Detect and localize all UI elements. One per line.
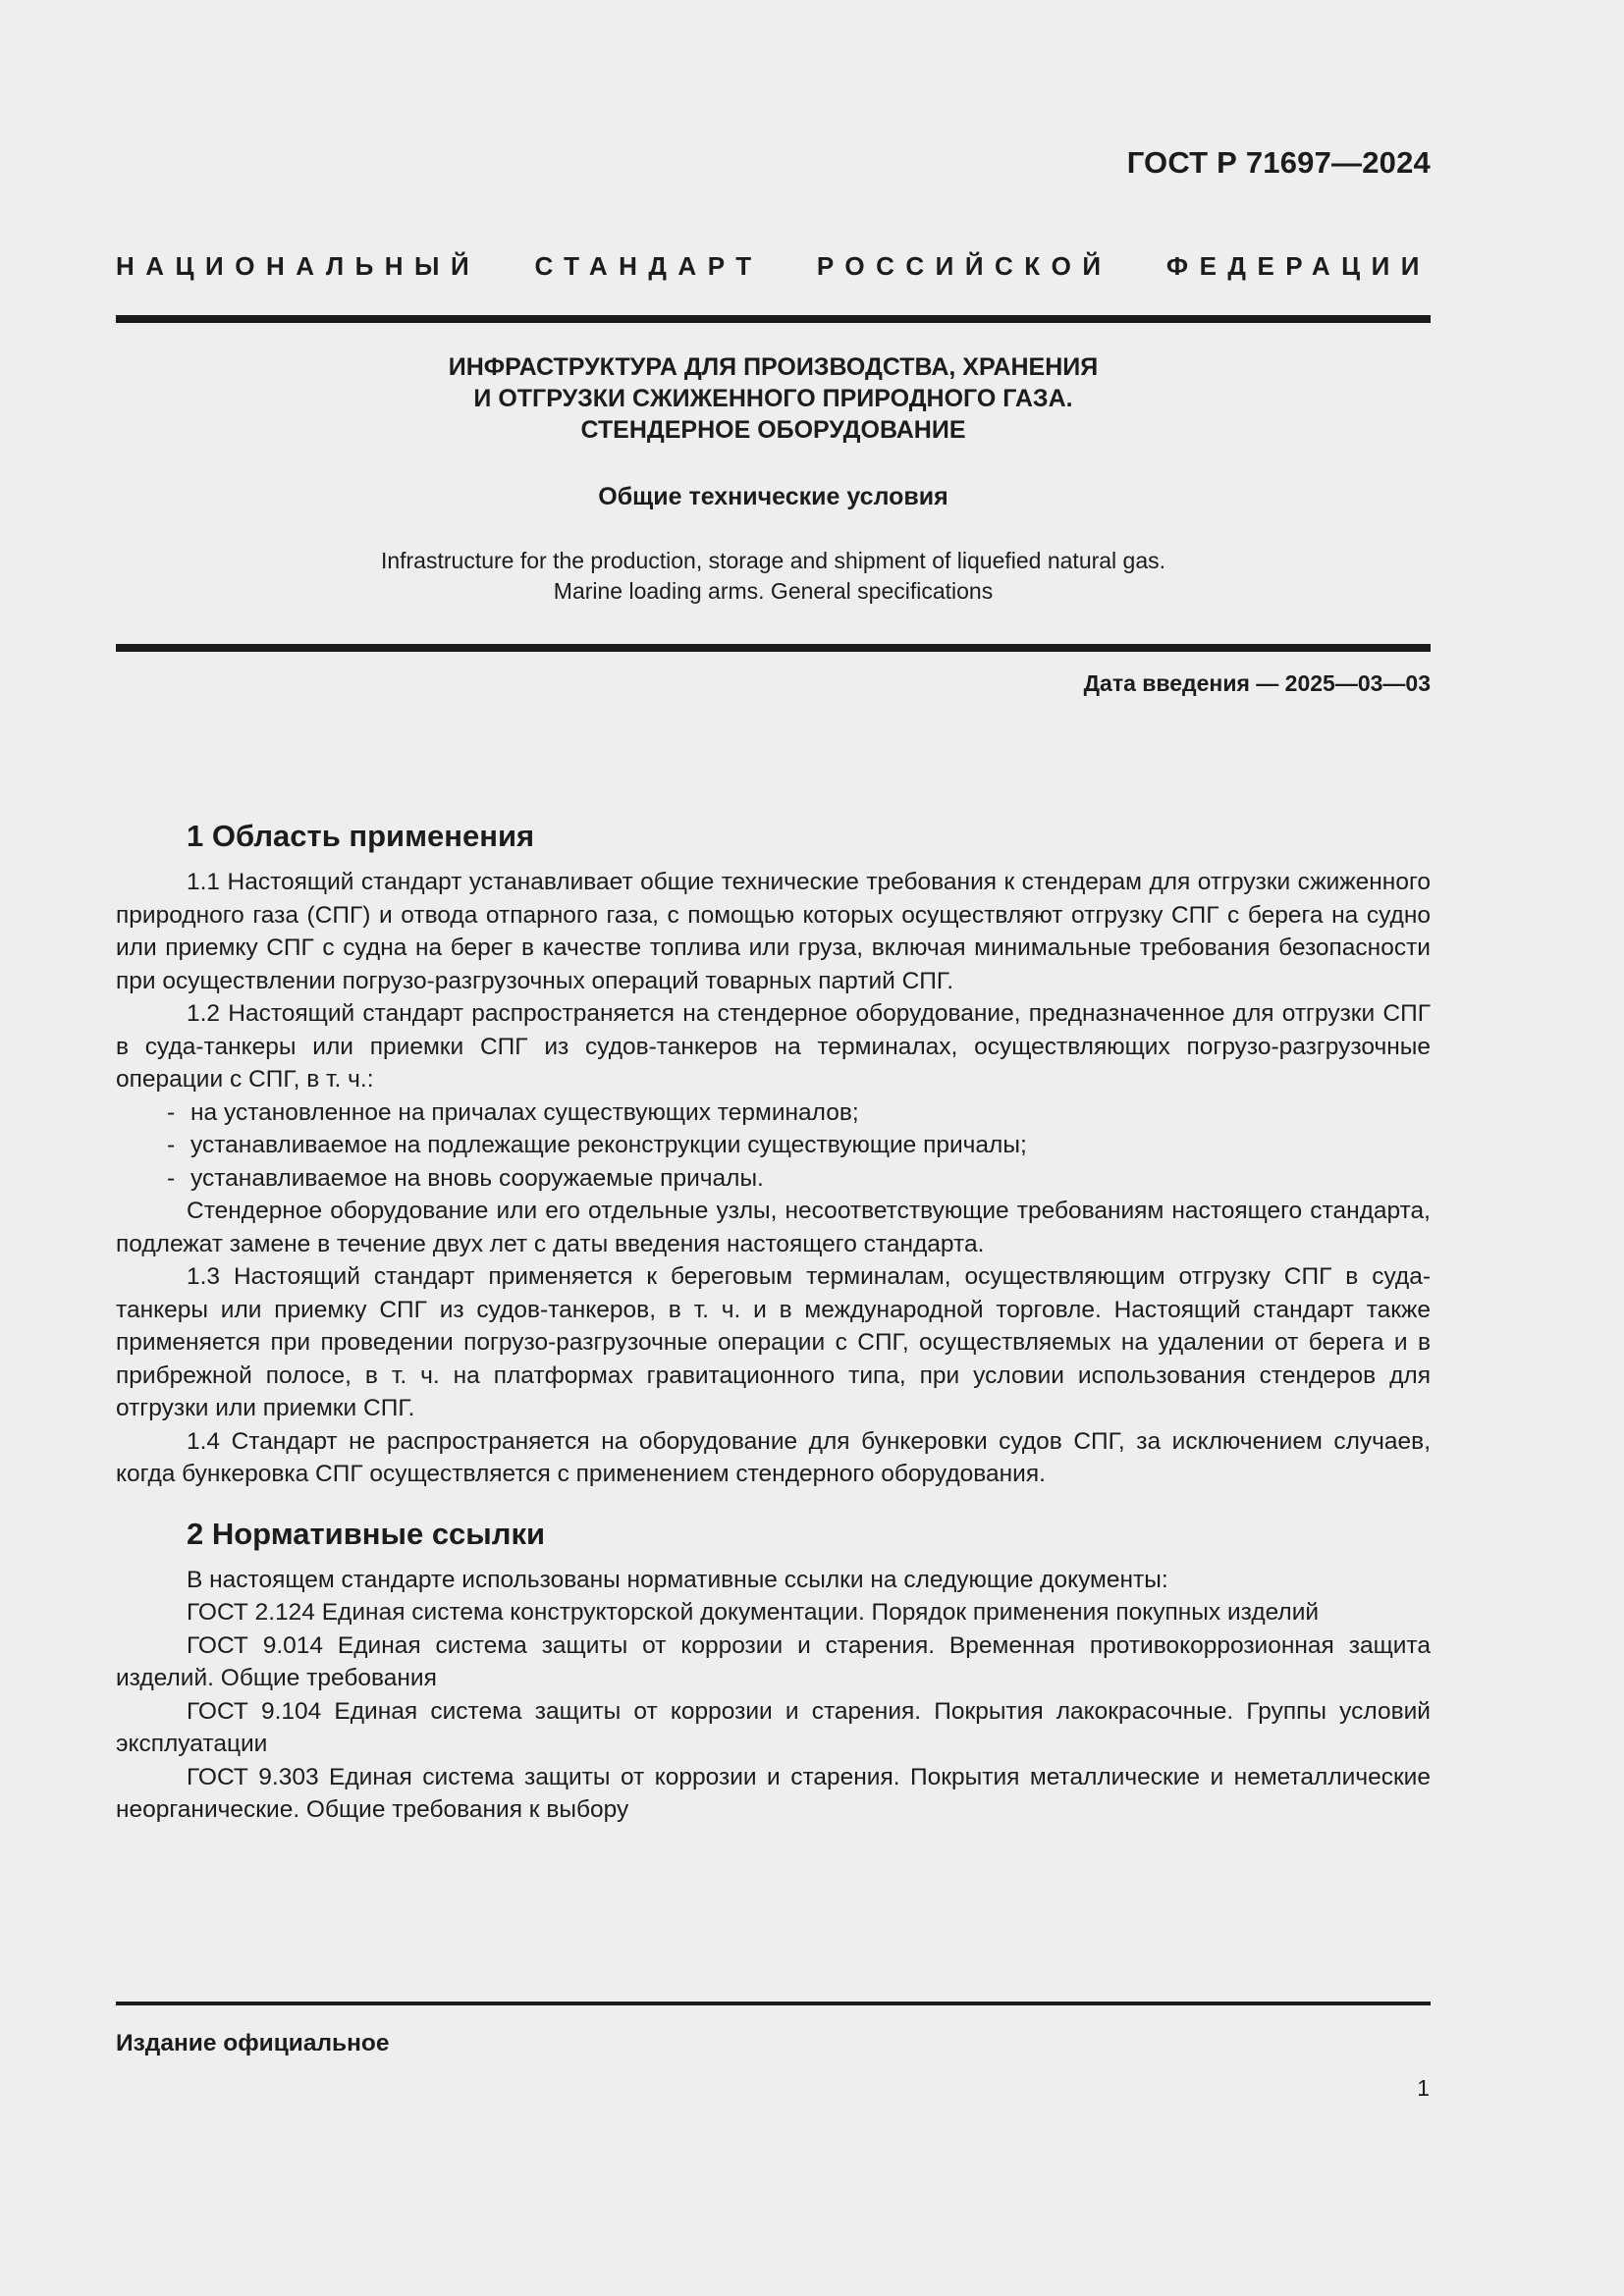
top-rule [116,315,1431,323]
list-item: - на установленное на причалах существующих терминалов; [167,1098,859,1126]
paragraph: 1.1 Настоящий стандарт устанавливает общие технические требования к стендерам для отгрузки сжиженного природного газа (СПГ) и отвода отпарного газа, с помощью которых осуществляют отгрузку СПГ с берега на судно или приемку СПГ с судна на берег в качестве топлива или груза, включая минимальные требования безопасности при осуществлении погрузо-разгрузочных операций товарных партий СПГ. [116,869,1431,994]
list-item: - устанавливаемое на подлежащие реконструкции существующие причалы; [167,1132,1027,1158]
title-line-3: СТЕНДЕРНОЕ ОБОРУДОВАНИЕ [580,416,966,444]
title-line-1: ИНФРАСТРУКТУРА ДЛЯ ПРОИЗВОДСТВА, ХРАНЕНИЯ [448,353,1099,381]
english-title-line-2: Marine loading arms. General specifications [553,578,994,604]
reference-item: ГОСТ 9.104 Единая система защиты от коррозии и старения. Покрытия лакокрасочные. Группы условий эксплуатации [116,1697,1431,1757]
reference-item: ГОСТ 2.124 Единая система конструкторской документации. Порядок применения покупных изделий [187,1599,1320,1626]
document-body [116,815,1431,1827]
list-item-text: устанавливаемое на подлежащие реконструкции существующие причалы; [190,1132,1027,1158]
national-standard-heading: НАЦИОНАЛЬНЫЙ СТАНДАРТ РОССИЙСКОЙ ФЕДЕРАЦИИ [116,251,1431,281]
official-edition-label: Издание официальное [116,2030,390,2056]
document-subtitle: Общие технические условия [598,483,948,510]
introduction-date: Дата введения — 2025—03—03 [1083,670,1431,696]
title-bottom-rule [116,644,1431,652]
paragraph: 1.2 Настоящий стандарт распространяется на стендерное оборудование, предназначенное для отгрузки СПГ в суда-танкеры или приемки СПГ из судов-танкеров на терминалах, осуществляющих погрузо-разгрузочные операции с СПГ, в т. ч.: [116,1000,1431,1093]
english-title [116,546,1431,607]
paragraph: Стендерное оборудование или его отдельные узлы, несоответствующие требованиям настоящего стандарта, подлежат замене в течение двух лет с даты введения настоящего стандарта. [116,1198,1431,1257]
page-number: 1 [1417,2075,1430,2101]
english-title-line-1: Infrastructure for the production, storage and shipment of liquefied natural gas. [380,548,1166,573]
paragraph: В настоящем стандарте использованы нормативные ссылки на следующие документы: [187,1566,1168,1593]
footer-rule [116,2002,1431,2005]
section-heading: 1 Область применения [187,819,535,853]
list-item: - устанавливаемое на вновь сооружаемые причалы. [167,1164,764,1192]
list-item-text: на установленное на причалах существующих терминалов; [190,1098,859,1126]
standard-number: ГОСТ Р 71697—2024 [1126,145,1431,180]
reference-item: ГОСТ 9.014 Единая система защиты от коррозии и старения. Временная противокоррозионная защита изделий. Общие требования [116,1631,1431,1691]
section-heading: 2 Нормативные ссылки [187,1516,546,1551]
title-line-2: И ОТГРУЗКИ СЖИЖЕННОГО ПРИРОДНОГО ГАЗА. [473,385,1073,412]
reference-item: ГОСТ 9.303 Единая система защиты от коррозии и старения. Покрытия металлические и неметаллические неорганические. Общие требования к выбору [116,1763,1431,1823]
document-title [116,351,1431,446]
paragraph: 1.4 Стандарт не распространяется на оборудование для бункеровки судов СПГ, за исключением случаев, когда бункеровка СПГ осуществляется с применением стендерного оборудования. [116,1427,1431,1487]
paragraph: 1.3 Настоящий стандарт применяется к береговым терминалам, осуществляющим отгрузку СПГ в суда-танкеры или приемку СПГ из судов-танкеров, в т. ч. и в международной торговле. Настоящий стандарт также применяется при проведении погрузо-разгрузочные операции с СПГ, осуществляемых на удалении от берега и в прибрежной полосе, в т. ч. на платформах гравитационного типа, при условии использования стендеров для отгрузки или приемки СПГ. [116,1263,1431,1421]
list-item-text: устанавливаемое на вновь сооружаемые причалы. [190,1164,764,1192]
